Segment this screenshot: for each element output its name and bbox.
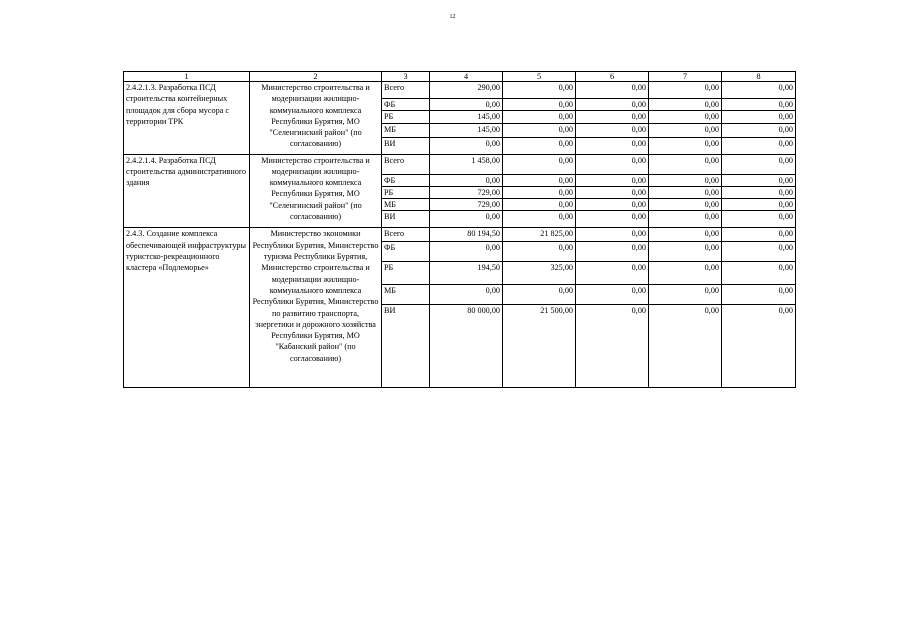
value-cell: 290,00 (430, 82, 503, 99)
value-cell: 0,00 (576, 199, 649, 211)
value-cell: 0,00 (503, 211, 576, 228)
value-cell: 0,00 (576, 154, 649, 174)
value-cell: 0,00 (649, 199, 722, 211)
table-row (124, 154, 796, 174)
column-header: 8 (722, 72, 796, 82)
value-cell: 145,00 (430, 123, 503, 137)
value-cell: 0,00 (503, 199, 576, 211)
column-header: 4 (430, 72, 503, 82)
value-cell: 0,00 (722, 199, 796, 211)
column-header: 5 (503, 72, 576, 82)
value-cell: 0,00 (576, 137, 649, 154)
value-cell: 0,00 (430, 137, 503, 154)
value-cell: 80 000,00 (430, 305, 503, 388)
value-cell: 194,50 (430, 262, 503, 285)
source-cell: РБ (382, 186, 430, 198)
value-cell: 0,00 (649, 242, 722, 262)
source-cell: ВИ (382, 305, 430, 388)
column-header: 6 (576, 72, 649, 82)
value-cell: 0,00 (576, 305, 649, 388)
value-cell: 0,00 (576, 186, 649, 198)
source-cell: РБ (382, 262, 430, 285)
value-cell: 0,00 (649, 262, 722, 285)
source-cell: ВИ (382, 211, 430, 228)
column-header: 3 (382, 72, 430, 82)
source-cell: МБ (382, 123, 430, 137)
value-cell: 0,00 (649, 305, 722, 388)
value-cell: 0,00 (576, 82, 649, 99)
source-cell: ФБ (382, 242, 430, 262)
measure-name: 2.4.2.1.4. Разработка ПСД строительства административного здания (124, 154, 250, 228)
value-cell: 0,00 (649, 211, 722, 228)
value-cell: 1 458,00 (430, 154, 503, 174)
value-cell: 0,00 (722, 242, 796, 262)
source-cell: РБ (382, 111, 430, 123)
source-cell: МБ (382, 285, 430, 305)
value-cell: 0,00 (649, 82, 722, 99)
value-cell: 0,00 (576, 285, 649, 305)
column-number-row (124, 72, 796, 82)
value-cell: 0,00 (503, 285, 576, 305)
value-cell: 729,00 (430, 199, 503, 211)
value-cell: 80 194,50 (430, 228, 503, 242)
value-cell: 0,00 (576, 123, 649, 137)
value-cell: 0,00 (576, 262, 649, 285)
value-cell: 729,00 (430, 186, 503, 198)
value-cell: 0,00 (722, 285, 796, 305)
value-cell: 325,00 (503, 262, 576, 285)
table-row (124, 228, 796, 242)
executor-cell: Министерство строительства и модернизации жилищно-коммунального комплекса Республики Бурятия, МО "Селенгинский район" (по согласованию) (250, 154, 382, 228)
value-cell: 0,00 (576, 174, 649, 186)
source-cell: ФБ (382, 99, 430, 111)
executor-cell: Министерство строительства и модернизации жилищно-коммунального комплекса Республики Бурятия, МО "Селенгинский район" (по согласованию) (250, 82, 382, 155)
value-cell: 0,00 (722, 211, 796, 228)
source-cell: Всего (382, 228, 430, 242)
column-header: 7 (649, 72, 722, 82)
value-cell: 0,00 (722, 137, 796, 154)
value-cell: 0,00 (649, 174, 722, 186)
value-cell: 0,00 (649, 186, 722, 198)
value-cell: 0,00 (503, 82, 576, 99)
value-cell: 0,00 (649, 154, 722, 174)
table-row (124, 82, 796, 99)
value-cell: 0,00 (576, 99, 649, 111)
value-cell: 0,00 (722, 111, 796, 123)
budget-table (123, 71, 796, 388)
value-cell: 0,00 (430, 174, 503, 186)
value-cell: 145,00 (430, 111, 503, 123)
value-cell: 0,00 (430, 99, 503, 111)
column-header: 2 (250, 72, 382, 82)
source-cell: ФБ (382, 174, 430, 186)
measure-name: 2.4.3. Создание комплекса обеспечивающей инфраструктуры туристско-рекреационного кластера «Подлеморье» (124, 228, 250, 388)
value-cell: 0,00 (503, 174, 576, 186)
source-cell: Всего (382, 154, 430, 174)
value-cell: 0,00 (576, 111, 649, 123)
value-cell: 0,00 (430, 242, 503, 262)
value-cell: 0,00 (722, 123, 796, 137)
value-cell: 0,00 (722, 154, 796, 174)
value-cell: 21 500,00 (503, 305, 576, 388)
value-cell: 0,00 (503, 111, 576, 123)
value-cell: 0,00 (576, 242, 649, 262)
value-cell: 0,00 (430, 211, 503, 228)
value-cell: 0,00 (430, 285, 503, 305)
executor-cell: Министерство экономики Республики Бурятия, Министерство туризма Республики Бурятия, Министерство строительства и модернизации жилищно-коммунального комплекса Республики Бурятия, Министерство по развитию транспорта, энергетики и дорожного хозяйства Республики Бурятия, МО "Кабанский район" (по согласованию) (250, 228, 382, 388)
value-cell: 0,00 (722, 228, 796, 242)
value-cell: 0,00 (649, 285, 722, 305)
value-cell: 0,00 (649, 111, 722, 123)
value-cell: 0,00 (722, 99, 796, 111)
value-cell: 0,00 (503, 154, 576, 174)
measure-name: 2.4.2.1.3. Разработка ПСД строительства контейнерных площадок для сбора мусора с территории ТРК (124, 82, 250, 155)
value-cell: 0,00 (503, 137, 576, 154)
page-number: 12 (449, 14, 456, 20)
value-cell: 0,00 (722, 186, 796, 198)
value-cell: 0,00 (503, 242, 576, 262)
value-cell: 0,00 (503, 99, 576, 111)
value-cell: 0,00 (503, 186, 576, 198)
source-cell: ВИ (382, 137, 430, 154)
value-cell: 0,00 (649, 123, 722, 137)
value-cell: 0,00 (722, 174, 796, 186)
value-cell: 0,00 (576, 228, 649, 242)
value-cell: 0,00 (649, 228, 722, 242)
source-cell: МБ (382, 199, 430, 211)
value-cell: 0,00 (576, 211, 649, 228)
value-cell: 0,00 (722, 262, 796, 285)
value-cell: 21 825,00 (503, 228, 576, 242)
source-cell: Всего (382, 82, 430, 99)
value-cell: 0,00 (722, 82, 796, 99)
value-cell: 0,00 (503, 123, 576, 137)
value-cell: 0,00 (649, 137, 722, 154)
value-cell: 0,00 (722, 305, 796, 388)
value-cell: 0,00 (649, 99, 722, 111)
column-header: 1 (124, 72, 250, 82)
